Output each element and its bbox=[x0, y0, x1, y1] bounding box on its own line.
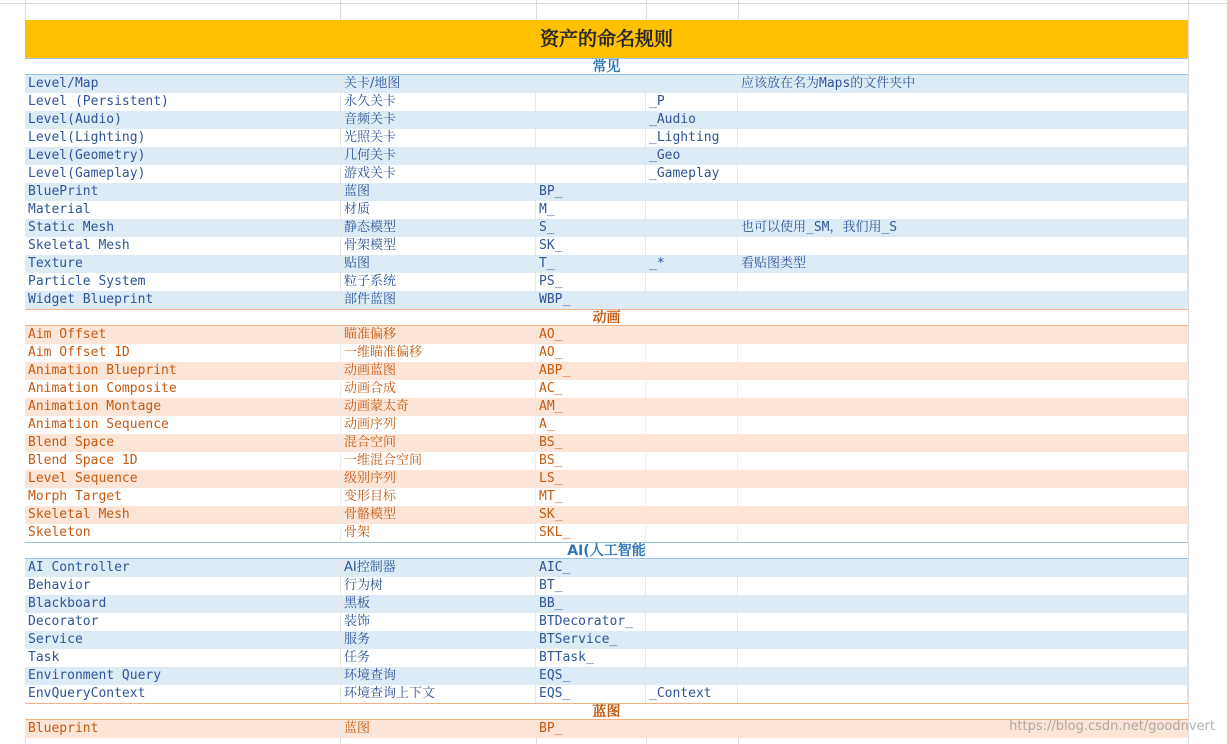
table-row bbox=[25, 595, 1188, 613]
table-cell[interactable]: WBP_ bbox=[536, 291, 646, 309]
table-cell[interactable]: BP_ bbox=[536, 183, 646, 201]
table-row bbox=[25, 219, 1188, 237]
table-cell[interactable]: AIC_ bbox=[536, 559, 646, 577]
table-cell[interactable]: _Geo bbox=[646, 147, 738, 165]
table-row bbox=[25, 488, 1188, 506]
table-row bbox=[25, 129, 1188, 147]
table-row bbox=[25, 452, 1188, 470]
table-cell[interactable]: Animation Montage bbox=[25, 398, 341, 416]
table-cell[interactable]: 关卡/地图 bbox=[341, 75, 536, 93]
table-cell[interactable]: 动画序列 bbox=[341, 416, 536, 434]
table-cell[interactable] bbox=[646, 649, 738, 667]
section-header[interactable]: 常见 bbox=[25, 58, 1188, 75]
table-cell[interactable]: S_ bbox=[536, 219, 646, 237]
spreadsheet-table bbox=[25, 20, 1188, 738]
table-cell[interactable] bbox=[646, 273, 738, 291]
table-cell[interactable]: EnvQueryContext bbox=[25, 685, 341, 703]
table-row bbox=[25, 93, 1188, 111]
table-cell[interactable]: SK_ bbox=[536, 237, 646, 255]
table-row bbox=[25, 75, 1188, 93]
table-cell[interactable]: 永久关卡 bbox=[341, 93, 536, 111]
table-cell[interactable]: 蓝图 bbox=[341, 183, 536, 201]
section-rows bbox=[25, 75, 1188, 309]
table-cell[interactable]: AO_ bbox=[536, 326, 646, 344]
table-cell[interactable] bbox=[738, 649, 1188, 667]
table-cell[interactable]: BB_ bbox=[536, 595, 646, 613]
table-cell[interactable]: 蓝图 bbox=[341, 720, 536, 738]
table-row bbox=[25, 111, 1188, 129]
table-cell[interactable] bbox=[738, 183, 1188, 201]
table-cell[interactable] bbox=[738, 201, 1188, 219]
table-cell[interactable]: BT_ bbox=[536, 577, 646, 595]
table-cell[interactable]: 混合空间 bbox=[341, 434, 536, 452]
table-cell[interactable]: Level/Map bbox=[25, 75, 341, 93]
table-cell[interactable] bbox=[738, 595, 1188, 613]
table-cell[interactable] bbox=[738, 577, 1188, 595]
table-cell[interactable] bbox=[646, 398, 738, 416]
sections-container bbox=[25, 58, 1188, 738]
table-row bbox=[25, 506, 1188, 524]
table-cell[interactable]: Level Sequence bbox=[25, 470, 341, 488]
table-cell[interactable]: 黑板 bbox=[341, 595, 536, 613]
table-cell[interactable]: 瞄准偏移 bbox=[341, 326, 536, 344]
table-cell[interactable]: Level(Geometry) bbox=[25, 147, 341, 165]
table-row bbox=[25, 434, 1188, 452]
table-cell[interactable]: 动画合成 bbox=[341, 380, 536, 398]
table-cell[interactable] bbox=[536, 147, 646, 165]
table-cell[interactable]: 几何关卡 bbox=[341, 147, 536, 165]
table-cell[interactable]: Level(Audio) bbox=[25, 111, 341, 129]
table-cell[interactable]: _Lighting bbox=[646, 129, 738, 147]
table-cell[interactable] bbox=[646, 452, 738, 470]
table-cell[interactable] bbox=[738, 434, 1188, 452]
table-cell[interactable] bbox=[738, 291, 1188, 309]
table-cell[interactable]: AI控制器 bbox=[341, 559, 536, 577]
watermark: https://blog.csdn.net/goodnvert bbox=[1009, 719, 1215, 734]
table-cell[interactable] bbox=[738, 93, 1188, 111]
table-cell[interactable]: AM_ bbox=[536, 398, 646, 416]
table-cell[interactable]: Texture bbox=[25, 255, 341, 273]
table-cell[interactable]: MT_ bbox=[536, 488, 646, 506]
table-cell[interactable]: Animation Composite bbox=[25, 380, 341, 398]
table-cell[interactable]: 骨架模型 bbox=[341, 237, 536, 255]
table-cell[interactable] bbox=[646, 344, 738, 362]
table-cell[interactable] bbox=[646, 470, 738, 488]
table-row bbox=[25, 416, 1188, 434]
table-cell[interactable]: AO_ bbox=[536, 344, 646, 362]
table-cell[interactable]: _Context bbox=[646, 685, 738, 703]
table-cell[interactable] bbox=[738, 129, 1188, 147]
table-cell[interactable]: 应该放在名为Maps的文件夹中 bbox=[738, 75, 1188, 93]
table-cell[interactable]: _* bbox=[646, 255, 738, 273]
table-cell[interactable] bbox=[646, 667, 738, 685]
table-cell[interactable] bbox=[738, 452, 1188, 470]
section-2 bbox=[25, 542, 1188, 703]
section-rows bbox=[25, 559, 1188, 703]
table-cell[interactable] bbox=[738, 380, 1188, 398]
table-cell[interactable]: 也可以使用_SM，我们用_S bbox=[738, 219, 1188, 237]
table-cell[interactable]: M_ bbox=[536, 201, 646, 219]
table-cell[interactable] bbox=[646, 380, 738, 398]
table-cell[interactable]: Skeletal Mesh bbox=[25, 237, 341, 255]
table-cell[interactable]: 动画蒙太奇 bbox=[341, 398, 536, 416]
table-row bbox=[25, 470, 1188, 488]
sheet-title[interactable]: 资产的命名规则 bbox=[25, 20, 1188, 58]
table-cell[interactable]: 一维混合空间 bbox=[341, 452, 536, 470]
table-cell[interactable]: Level (Persistent) bbox=[25, 93, 341, 111]
table-row bbox=[25, 380, 1188, 398]
table-cell[interactable] bbox=[646, 595, 738, 613]
table-row bbox=[25, 613, 1188, 631]
table-cell[interactable]: Widget Blueprint bbox=[25, 291, 341, 309]
table-cell[interactable]: Level(Lighting) bbox=[25, 129, 341, 147]
table-cell[interactable]: Morph Target bbox=[25, 488, 341, 506]
table-cell[interactable]: A_ bbox=[536, 416, 646, 434]
table-cell[interactable]: Blend Space 1D bbox=[25, 452, 341, 470]
table-cell[interactable] bbox=[738, 147, 1188, 165]
table-cell[interactable] bbox=[646, 237, 738, 255]
table-cell[interactable]: 环境查询上下文 bbox=[341, 685, 536, 703]
table-row bbox=[25, 201, 1188, 219]
table-cell[interactable]: BS_ bbox=[536, 434, 646, 452]
table-cell[interactable]: Static Mesh bbox=[25, 219, 341, 237]
table-row bbox=[25, 667, 1188, 685]
table-row bbox=[25, 291, 1188, 309]
table-cell[interactable]: BTTask_ bbox=[536, 649, 646, 667]
table-cell[interactable]: ABP_ bbox=[536, 362, 646, 380]
table-cell[interactable]: 贴图 bbox=[341, 255, 536, 273]
section-header[interactable]: 蓝图 bbox=[25, 703, 1188, 720]
table-cell[interactable] bbox=[738, 416, 1188, 434]
table-cell[interactable] bbox=[738, 685, 1188, 703]
table-cell[interactable]: 骨骼模型 bbox=[341, 506, 536, 524]
table-row bbox=[25, 326, 1188, 344]
table-cell[interactable] bbox=[738, 667, 1188, 685]
table-cell[interactable]: 看贴图类型 bbox=[738, 255, 1188, 273]
table-cell[interactable] bbox=[646, 524, 738, 542]
table-cell[interactable] bbox=[536, 93, 646, 111]
table-cell[interactable] bbox=[536, 111, 646, 129]
table-cell[interactable] bbox=[646, 201, 738, 219]
table-row bbox=[25, 183, 1188, 201]
section-header[interactable]: AI(人工智能 bbox=[25, 542, 1188, 559]
table-row bbox=[25, 273, 1188, 291]
table-cell[interactable]: SK_ bbox=[536, 506, 646, 524]
table-cell[interactable] bbox=[646, 720, 738, 738]
table-cell[interactable] bbox=[738, 398, 1188, 416]
table-cell[interactable] bbox=[646, 434, 738, 452]
table-row bbox=[25, 559, 1188, 577]
table-cell[interactable]: Animation Blueprint bbox=[25, 362, 341, 380]
table-cell[interactable]: BP_ bbox=[536, 720, 646, 738]
section-0 bbox=[25, 58, 1188, 309]
table-cell[interactable] bbox=[738, 506, 1188, 524]
table-cell[interactable] bbox=[738, 559, 1188, 577]
table-cell[interactable]: 材质 bbox=[341, 201, 536, 219]
table-cell[interactable]: 部件蓝图 bbox=[341, 291, 536, 309]
table-cell[interactable]: LS_ bbox=[536, 470, 646, 488]
table-cell[interactable]: Task bbox=[25, 649, 341, 667]
table-row bbox=[25, 344, 1188, 362]
section-rows bbox=[25, 326, 1188, 542]
table-cell[interactable]: Blackboard bbox=[25, 595, 341, 613]
table-cell[interactable] bbox=[536, 75, 646, 93]
table-cell[interactable] bbox=[738, 344, 1188, 362]
section-header[interactable]: 动画 bbox=[25, 309, 1188, 326]
table-cell[interactable]: 音频关卡 bbox=[341, 111, 536, 129]
table-cell[interactable]: Service bbox=[25, 631, 341, 649]
table-cell[interactable]: 光照关卡 bbox=[341, 129, 536, 147]
table-cell[interactable] bbox=[738, 488, 1188, 506]
table-cell[interactable]: AC_ bbox=[536, 380, 646, 398]
table-cell[interactable]: 环境查询 bbox=[341, 667, 536, 685]
table-cell[interactable]: 动画蓝图 bbox=[341, 362, 536, 380]
table-cell[interactable]: Behavior bbox=[25, 577, 341, 595]
table-cell[interactable] bbox=[646, 577, 738, 595]
table-cell[interactable] bbox=[536, 129, 646, 147]
table-cell[interactable]: EQS_ bbox=[536, 667, 646, 685]
table-row bbox=[25, 147, 1188, 165]
table-row bbox=[25, 631, 1188, 649]
table-cell[interactable]: BluePrint bbox=[25, 183, 341, 201]
table-cell[interactable] bbox=[646, 488, 738, 506]
table-cell[interactable] bbox=[738, 273, 1188, 291]
table-cell[interactable]: Level(Gameplay) bbox=[25, 165, 341, 183]
table-row bbox=[25, 255, 1188, 273]
table-cell[interactable] bbox=[646, 291, 738, 309]
table-cell[interactable]: Decorator bbox=[25, 613, 341, 631]
table-cell[interactable]: 行为树 bbox=[341, 577, 536, 595]
table-cell[interactable] bbox=[738, 362, 1188, 380]
table-cell[interactable] bbox=[646, 631, 738, 649]
table-row bbox=[25, 165, 1188, 183]
table-cell[interactable]: PS_ bbox=[536, 273, 646, 291]
table-cell[interactable]: 变形目标 bbox=[341, 488, 536, 506]
table-cell[interactable]: 粒子系统 bbox=[341, 273, 536, 291]
table-cell[interactable]: BTService_ bbox=[536, 631, 646, 649]
table-cell[interactable]: Blueprint bbox=[25, 720, 341, 738]
table-cell[interactable] bbox=[738, 631, 1188, 649]
table-cell[interactable]: Environment Query bbox=[25, 667, 341, 685]
table-cell[interactable]: Aim Offset bbox=[25, 326, 341, 344]
table-row bbox=[25, 577, 1188, 595]
table-cell[interactable]: AI Controller bbox=[25, 559, 341, 577]
table-cell[interactable] bbox=[738, 524, 1188, 542]
table-row bbox=[25, 649, 1188, 667]
table-cell[interactable]: 骨架 bbox=[341, 524, 536, 542]
table-cell[interactable] bbox=[738, 470, 1188, 488]
table-cell[interactable] bbox=[646, 416, 738, 434]
table-cell[interactable] bbox=[646, 362, 738, 380]
table-cell[interactable] bbox=[738, 326, 1188, 344]
table-cell[interactable] bbox=[536, 165, 646, 183]
table-cell[interactable]: 级别序列 bbox=[341, 470, 536, 488]
table-cell[interactable] bbox=[646, 183, 738, 201]
table-cell[interactable]: SKL_ bbox=[536, 524, 646, 542]
table-cell[interactable]: 装饰 bbox=[341, 613, 536, 631]
table-cell[interactable] bbox=[738, 613, 1188, 631]
table-cell[interactable]: 一维瞄准偏移 bbox=[341, 344, 536, 362]
table-cell[interactable]: BTDecorator_ bbox=[536, 613, 646, 631]
table-cell[interactable]: _P bbox=[646, 93, 738, 111]
table-cell[interactable]: 服务 bbox=[341, 631, 536, 649]
table-cell[interactable] bbox=[646, 559, 738, 577]
table-cell[interactable] bbox=[646, 613, 738, 631]
table-cell[interactable] bbox=[646, 506, 738, 524]
table-cell[interactable]: Skeleton bbox=[25, 524, 341, 542]
table-cell[interactable]: 静态模型 bbox=[341, 219, 536, 237]
table-cell[interactable]: T_ bbox=[536, 255, 646, 273]
section-1 bbox=[25, 309, 1188, 542]
table-row bbox=[25, 524, 1188, 542]
table-cell[interactable]: 游戏关卡 bbox=[341, 165, 536, 183]
table-cell[interactable]: Blend Space bbox=[25, 434, 341, 452]
table-cell[interactable]: Animation Sequence bbox=[25, 416, 341, 434]
table-row bbox=[25, 362, 1188, 380]
table-cell[interactable] bbox=[738, 237, 1188, 255]
table-cell[interactable] bbox=[646, 219, 738, 237]
table-cell[interactable]: 任务 bbox=[341, 649, 536, 667]
table-cell[interactable]: Skeletal Mesh bbox=[25, 506, 341, 524]
table-row bbox=[25, 237, 1188, 255]
table-cell[interactable] bbox=[738, 111, 1188, 129]
table-cell[interactable]: EQS_ bbox=[536, 685, 646, 703]
table-cell[interactable]: Material bbox=[25, 201, 341, 219]
table-cell[interactable] bbox=[738, 165, 1188, 183]
table-row bbox=[25, 685, 1188, 703]
table-cell[interactable]: Particle System bbox=[25, 273, 341, 291]
table-cell[interactable] bbox=[646, 75, 738, 93]
table-cell[interactable]: _Gameplay bbox=[646, 165, 738, 183]
table-row bbox=[25, 398, 1188, 416]
table-cell[interactable]: _Audio bbox=[646, 111, 738, 129]
table-cell[interactable]: Aim Offset 1D bbox=[25, 344, 341, 362]
table-cell[interactable] bbox=[646, 326, 738, 344]
table-cell[interactable]: BS_ bbox=[536, 452, 646, 470]
